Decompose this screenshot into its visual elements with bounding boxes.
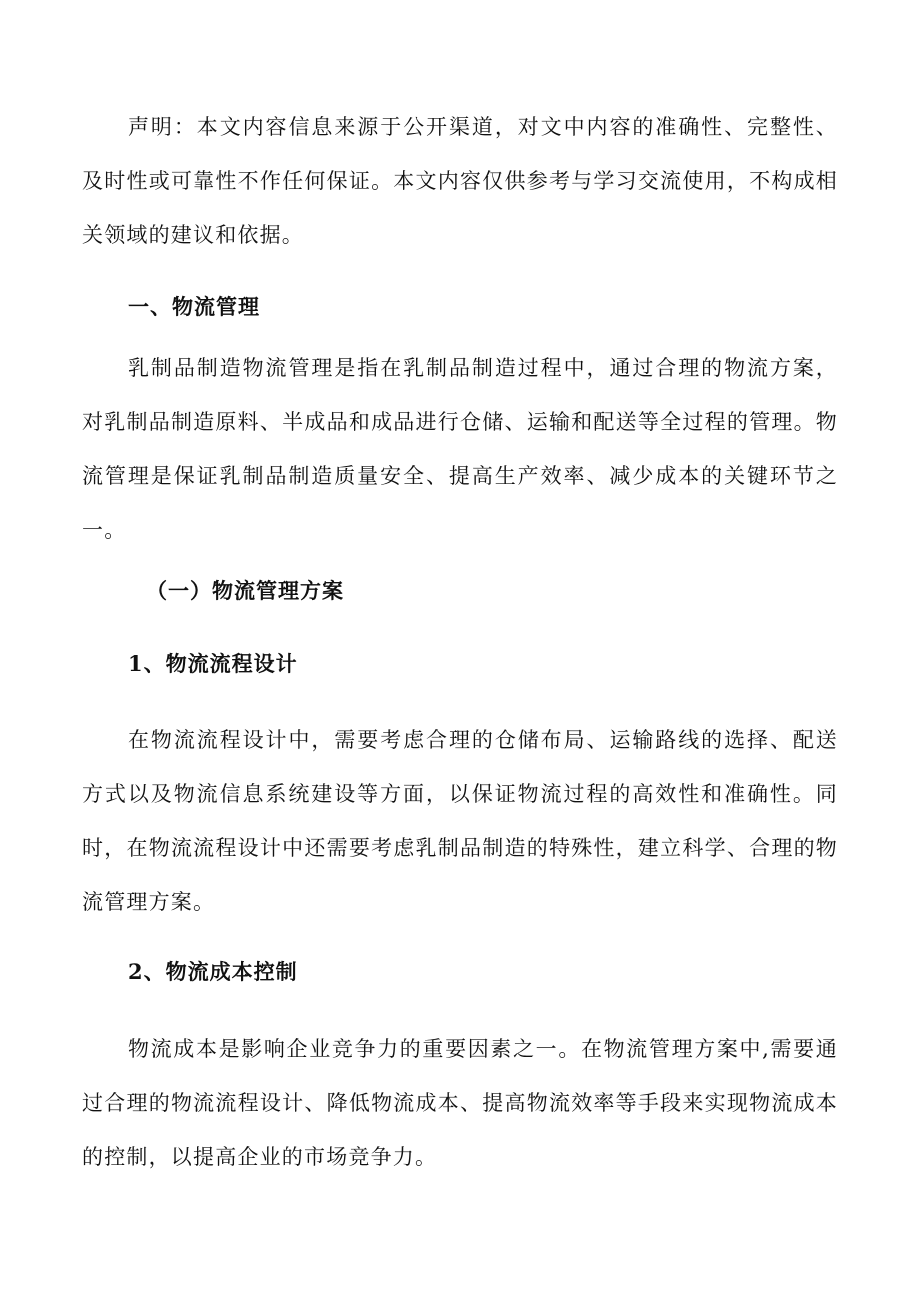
subsection-title: （一）物流管理方案 <box>146 578 344 603</box>
item1-body-paragraph: 在物流流程设计中，需要考虑合理的仓储布局、运输路线的选择、配送方式以及物流信息系统建设等方面，以保证物流过程的高效性和准确性。同时，在物流流程设计中还需要考虑乳制品制造的特殊性，建立科学、合理的物流管理方案。 <box>82 728 838 914</box>
item1-title: 1、物流流程设计 <box>128 651 298 676</box>
section-title: 一、物流管理 <box>128 294 260 319</box>
item2-title: 2、物流成本控制 <box>128 959 298 984</box>
section-intro-paragraph: 乳制品制造物流管理是指在乳制品制造过程中，通过合理的物流方案，对乳制品制造原料、半成品和成品进行仓储、运输和配送等全过程的管理。物流管理是保证乳制品制造质量安全、提高生产效率、减少成本的关键环节之一。 <box>82 356 838 542</box>
item2-body-paragraph: 物流成本是影响企业竞争力的重要因素之一。在物流管理方案中,需要通过合理的物流流程设计、降低物流成本、提高物流效率等手段来实现物流成本的控制，以提高企业的市场竞争力。 <box>82 1037 838 1169</box>
disclaimer-paragraph: 声明：本文内容信息来源于公开渠道，对文中内容的准确性、完整性、及时性或可靠性不作任何保证。本文内容仅供参考与学习交流使用，不构成相关领域的建议和依据。 <box>82 115 838 247</box>
